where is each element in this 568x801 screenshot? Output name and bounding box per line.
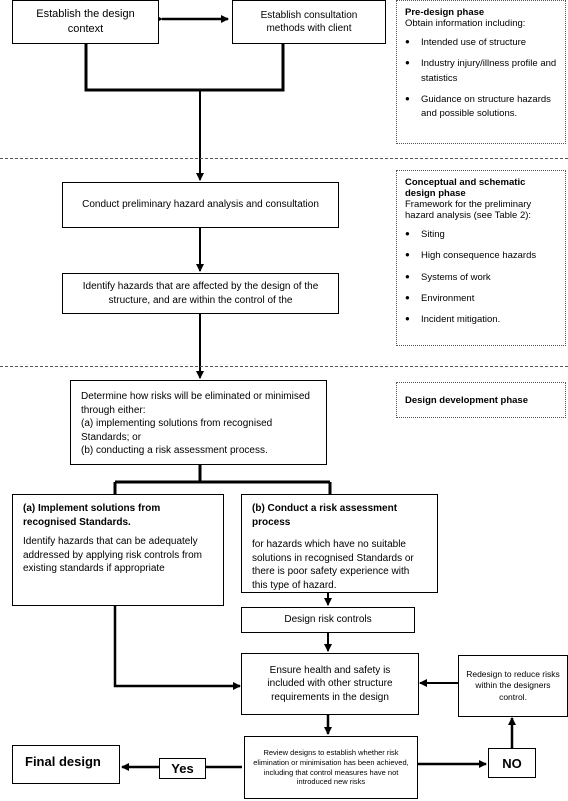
pre-design-item: ● Industry injury/illness profile and statistics xyxy=(405,57,557,86)
design-context-box xyxy=(12,0,159,44)
no-box xyxy=(488,748,536,778)
preliminary-analysis-label: Conduct preliminary hazard analysis and consultation xyxy=(82,199,319,211)
identify-hazards-label: Identify hazards that are affected by the design of the structure, and are within the control of the xyxy=(82,281,319,306)
conceptual-item: ● High consequence hazards xyxy=(405,249,557,263)
redesign-box xyxy=(458,655,568,717)
conceptual-item: ● Systems of work xyxy=(405,271,557,285)
final-design-box xyxy=(12,745,120,784)
ensure-health-safety-label: Ensure health and safety is included with other structure requirements in the design xyxy=(267,664,393,703)
conceptual-item: ● Environment xyxy=(405,292,557,306)
implement-standards-body: Identify hazards that can be adequately addressed by applying risk controls from existing standards if appropriate xyxy=(23,536,202,574)
pre-design-phase-title: Pre-design phase xyxy=(405,7,485,18)
development-phase-panel xyxy=(396,382,566,418)
yes-label: Yes xyxy=(171,761,194,776)
determine-option-a: (a) implementing solutions from recognised Standards; or xyxy=(81,418,273,443)
pre-design-phase-subtitle: Obtain information including: xyxy=(405,18,526,29)
conceptual-phase-title: Conceptual and schematic design phase xyxy=(405,177,526,199)
review-designs-label: Review designs to establish whether risk elimination or minimisation has been achieved, including that control measures have not introduced new risks xyxy=(253,748,409,787)
determine-intro: Determine how risks will be eliminated or minimised through either: xyxy=(81,391,310,416)
review-designs-box xyxy=(244,736,418,799)
top-merge-line xyxy=(86,44,283,90)
development-phase-title: Design development phase xyxy=(405,394,529,406)
redesign-label: Redesign to reduce risks within the designers control. xyxy=(466,668,560,702)
phase-separator xyxy=(0,366,568,367)
conceptual-phase-panel xyxy=(396,170,566,346)
ensure-health-safety-box xyxy=(241,653,419,715)
conceptual-phase-subtitle: Framework for the preliminary hazard analysis (see Table 2): xyxy=(405,199,532,221)
implement-standards-box xyxy=(12,494,224,606)
risk-assessment-box xyxy=(241,494,438,593)
implement-to-ensure-line xyxy=(115,606,240,686)
consultation-methods-box xyxy=(232,0,386,44)
determine-box xyxy=(70,380,327,465)
pre-design-phase-panel xyxy=(396,0,566,144)
no-label: NO xyxy=(502,755,522,771)
phase-separator xyxy=(0,158,568,159)
preliminary-analysis-box xyxy=(62,182,339,228)
pre-design-item: ● Intended use of structure xyxy=(405,36,557,50)
design-context-label: Establish the design context xyxy=(36,8,135,35)
determine-option-b: (b) conducting a risk assessment process. xyxy=(81,445,268,456)
conceptual-items xyxy=(405,228,557,327)
risk-assessment-body: for hazards which have no suitable solutions in recognised Standards or there is poor safety experience with this type of hazard. xyxy=(252,539,414,591)
risk-assessment-title: (b) Conduct a risk assessment process xyxy=(252,503,398,528)
design-risk-controls-label: Design risk controls xyxy=(284,614,372,626)
consultation-methods-label: Establish consultation methods with client xyxy=(260,9,358,34)
conceptual-item: ● Incident mitigation. xyxy=(405,313,557,327)
conceptual-item: ● Siting xyxy=(405,228,557,242)
pre-design-item: ● Guidance on structure hazards and possible solutions. xyxy=(405,93,557,122)
final-design-label: Final design xyxy=(25,754,101,769)
design-risk-controls-box xyxy=(241,607,415,633)
implement-standards-title: (a) Implement solutions from recognised Standards. xyxy=(23,503,161,528)
pre-design-items xyxy=(405,36,557,121)
identify-hazards-box xyxy=(62,273,339,314)
yes-box xyxy=(159,758,206,779)
